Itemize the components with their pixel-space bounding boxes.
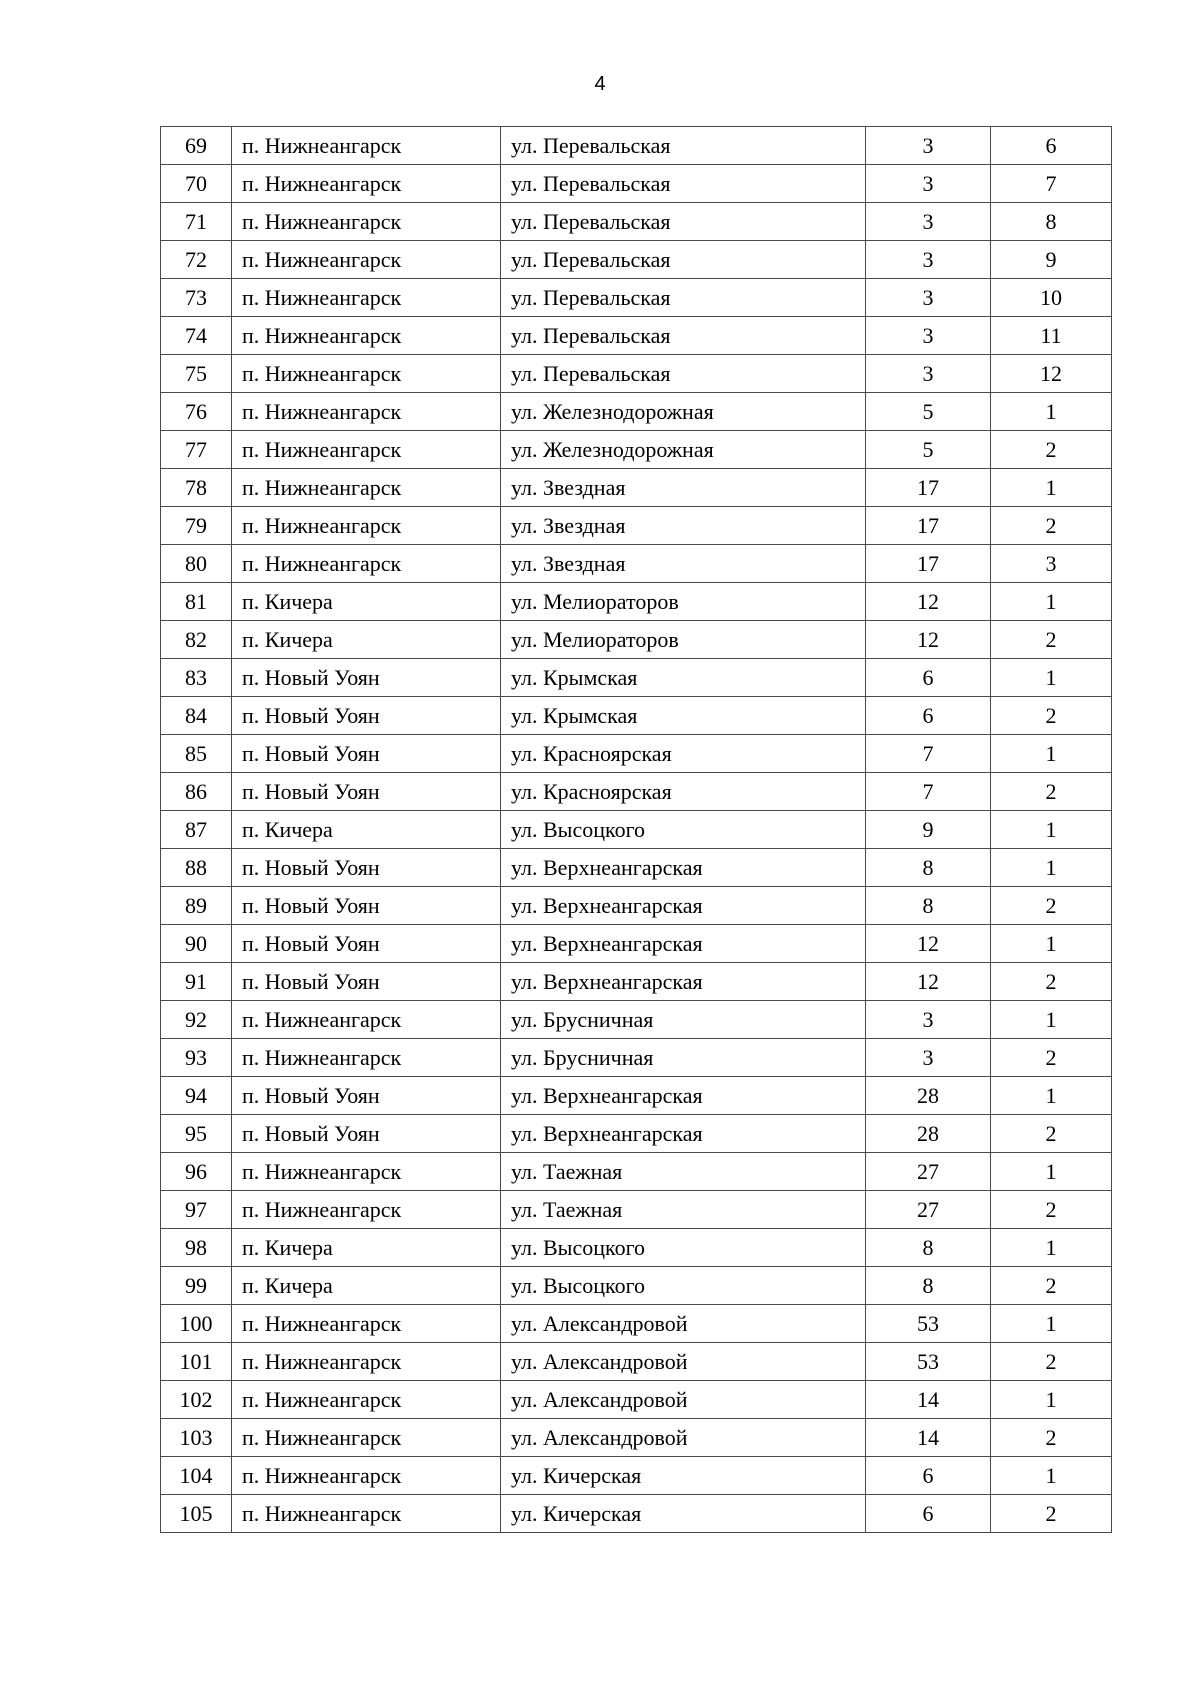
table-row (161, 165, 1112, 203)
settlement-cell: п. Новый Уоян (232, 697, 501, 735)
settlement-cell: п. Нижнеангарск (232, 1001, 501, 1039)
apartment-number-cell: 11 (991, 317, 1112, 355)
street-cell: ул. Александровой (501, 1381, 866, 1419)
apartment-number-cell: 2 (991, 1267, 1112, 1305)
house-number-cell: 8 (866, 849, 991, 887)
settlement-cell: п. Новый Уоян (232, 925, 501, 963)
apartment-number-cell: 1 (991, 1381, 1112, 1419)
settlement-cell: п. Нижнеангарск (232, 469, 501, 507)
street-cell: ул. Таежная (501, 1153, 866, 1191)
apartment-number-cell: 2 (991, 1343, 1112, 1381)
street-cell: ул. Перевальская (501, 279, 866, 317)
table-row (161, 431, 1112, 469)
street-cell: ул. Мелиораторов (501, 621, 866, 659)
street-cell: ул. Верхнеангарская (501, 1077, 866, 1115)
apartment-number-cell: 2 (991, 1419, 1112, 1457)
table-row (161, 1419, 1112, 1457)
house-number-cell: 8 (866, 887, 991, 925)
row-number-cell: 95 (161, 1115, 232, 1153)
row-number-cell: 78 (161, 469, 232, 507)
street-cell: ул. Звездная (501, 507, 866, 545)
apartment-number-cell: 2 (991, 431, 1112, 469)
apartment-number-cell: 10 (991, 279, 1112, 317)
settlement-cell: п. Нижнеангарск (232, 1191, 501, 1229)
row-number-cell: 101 (161, 1343, 232, 1381)
table-row (161, 1001, 1112, 1039)
row-number-cell: 69 (161, 127, 232, 165)
house-number-cell: 14 (866, 1419, 991, 1457)
apartment-number-cell: 1 (991, 1001, 1112, 1039)
table-row (161, 507, 1112, 545)
house-number-cell: 6 (866, 697, 991, 735)
house-number-cell: 3 (866, 241, 991, 279)
house-number-cell: 5 (866, 431, 991, 469)
apartment-number-cell: 2 (991, 1039, 1112, 1077)
street-cell: ул. Александровой (501, 1343, 866, 1381)
apartment-number-cell: 1 (991, 1229, 1112, 1267)
row-number-cell: 71 (161, 203, 232, 241)
apartment-number-cell: 1 (991, 735, 1112, 773)
row-number-cell: 80 (161, 545, 232, 583)
house-number-cell: 12 (866, 925, 991, 963)
house-number-cell: 7 (866, 735, 991, 773)
street-cell: ул. Александровой (501, 1419, 866, 1457)
apartment-number-cell: 1 (991, 811, 1112, 849)
row-number-cell: 97 (161, 1191, 232, 1229)
row-number-cell: 92 (161, 1001, 232, 1039)
street-cell: ул. Верхнеангарская (501, 925, 866, 963)
house-number-cell: 3 (866, 1039, 991, 1077)
street-cell: ул. Кичерская (501, 1495, 866, 1533)
row-number-cell: 96 (161, 1153, 232, 1191)
apartment-number-cell: 1 (991, 583, 1112, 621)
settlement-cell: п. Новый Уоян (232, 963, 501, 1001)
apartment-number-cell: 1 (991, 1305, 1112, 1343)
street-cell: ул. Высоцкого (501, 1267, 866, 1305)
house-number-cell: 7 (866, 773, 991, 811)
row-number-cell: 99 (161, 1267, 232, 1305)
apartment-number-cell: 12 (991, 355, 1112, 393)
apartment-number-cell: 6 (991, 127, 1112, 165)
apartment-number-cell: 2 (991, 773, 1112, 811)
street-cell: ул. Перевальская (501, 165, 866, 203)
table-row (161, 1267, 1112, 1305)
street-cell: ул. Перевальская (501, 241, 866, 279)
street-cell: ул. Красноярская (501, 773, 866, 811)
table-row (161, 545, 1112, 583)
table-row (161, 1457, 1112, 1495)
table-row (161, 887, 1112, 925)
settlement-cell: п. Нижнеангарск (232, 127, 501, 165)
table-row (161, 393, 1112, 431)
row-number-cell: 98 (161, 1229, 232, 1267)
settlement-cell: п. Кичера (232, 811, 501, 849)
row-number-cell: 90 (161, 925, 232, 963)
apartment-number-cell: 2 (991, 697, 1112, 735)
settlement-cell: п. Нижнеангарск (232, 1305, 501, 1343)
apartment-number-cell: 1 (991, 393, 1112, 431)
house-number-cell: 3 (866, 203, 991, 241)
settlement-cell: п. Нижнеангарск (232, 393, 501, 431)
apartment-number-cell: 8 (991, 203, 1112, 241)
street-cell: ул. Верхнеангарская (501, 1115, 866, 1153)
house-number-cell: 53 (866, 1305, 991, 1343)
table-row (161, 773, 1112, 811)
apartment-number-cell: 1 (991, 659, 1112, 697)
settlement-cell: п. Новый Уоян (232, 1077, 501, 1115)
row-number-cell: 88 (161, 849, 232, 887)
row-number-cell: 75 (161, 355, 232, 393)
street-cell: ул. Верхнеангарская (501, 963, 866, 1001)
settlement-cell: п. Кичера (232, 583, 501, 621)
settlement-cell: п. Нижнеангарск (232, 165, 501, 203)
house-number-cell: 28 (866, 1115, 991, 1153)
street-cell: ул. Кичерская (501, 1457, 866, 1495)
table-row (161, 849, 1112, 887)
row-number-cell: 104 (161, 1457, 232, 1495)
apartment-number-cell: 2 (991, 1191, 1112, 1229)
row-number-cell: 70 (161, 165, 232, 203)
house-number-cell: 3 (866, 1001, 991, 1039)
street-cell: ул. Крымская (501, 659, 866, 697)
house-number-cell: 8 (866, 1229, 991, 1267)
table-row (161, 697, 1112, 735)
apartment-number-cell: 7 (991, 165, 1112, 203)
settlement-cell: п. Новый Уоян (232, 735, 501, 773)
apartment-number-cell: 1 (991, 925, 1112, 963)
row-number-cell: 83 (161, 659, 232, 697)
settlement-cell: п. Нижнеангарск (232, 317, 501, 355)
house-number-cell: 9 (866, 811, 991, 849)
street-cell: ул. Перевальская (501, 355, 866, 393)
house-number-cell: 12 (866, 583, 991, 621)
table-row (161, 1495, 1112, 1533)
street-cell: ул. Брусничная (501, 1039, 866, 1077)
apartment-number-cell: 2 (991, 1115, 1112, 1153)
row-number-cell: 79 (161, 507, 232, 545)
house-number-cell: 12 (866, 621, 991, 659)
street-cell: ул. Высоцкого (501, 811, 866, 849)
settlement-cell: п. Нижнеангарск (232, 431, 501, 469)
table-row (161, 1229, 1112, 1267)
row-number-cell: 94 (161, 1077, 232, 1115)
settlement-cell: п. Новый Уоян (232, 849, 501, 887)
street-cell: ул. Перевальская (501, 317, 866, 355)
row-number-cell: 87 (161, 811, 232, 849)
row-number-cell: 93 (161, 1039, 232, 1077)
street-cell: ул. Верхнеангарская (501, 849, 866, 887)
street-cell: ул. Железнодорожная (501, 431, 866, 469)
address-table (160, 126, 1112, 1533)
house-number-cell: 3 (866, 355, 991, 393)
table-row (161, 241, 1112, 279)
settlement-cell: п. Нижнеангарск (232, 1039, 501, 1077)
settlement-cell: п. Нижнеангарск (232, 279, 501, 317)
table-row (161, 317, 1112, 355)
apartment-number-cell: 1 (991, 1457, 1112, 1495)
table-row (161, 925, 1112, 963)
settlement-cell: п. Нижнеангарск (232, 545, 501, 583)
house-number-cell: 17 (866, 545, 991, 583)
house-number-cell: 27 (866, 1191, 991, 1229)
house-number-cell: 6 (866, 1457, 991, 1495)
settlement-cell: п. Нижнеангарск (232, 1457, 501, 1495)
table-row (161, 1343, 1112, 1381)
street-cell: ул. Звездная (501, 545, 866, 583)
table-row (161, 355, 1112, 393)
settlement-cell: п. Нижнеангарск (232, 1381, 501, 1419)
street-cell: ул. Александровой (501, 1305, 866, 1343)
table-row (161, 963, 1112, 1001)
street-cell: ул. Таежная (501, 1191, 866, 1229)
settlement-cell: п. Нижнеангарск (232, 1153, 501, 1191)
street-cell: ул. Перевальская (501, 203, 866, 241)
row-number-cell: 76 (161, 393, 232, 431)
row-number-cell: 86 (161, 773, 232, 811)
row-number-cell: 102 (161, 1381, 232, 1419)
street-cell: ул. Верхнеангарская (501, 887, 866, 925)
apartment-number-cell: 2 (991, 507, 1112, 545)
settlement-cell: п. Кичера (232, 621, 501, 659)
apartment-number-cell: 9 (991, 241, 1112, 279)
apartment-number-cell: 2 (991, 963, 1112, 1001)
house-number-cell: 6 (866, 659, 991, 697)
house-number-cell: 3 (866, 165, 991, 203)
house-number-cell: 3 (866, 317, 991, 355)
row-number-cell: 72 (161, 241, 232, 279)
table-row (161, 659, 1112, 697)
settlement-cell: п. Новый Уоян (232, 887, 501, 925)
row-number-cell: 91 (161, 963, 232, 1001)
row-number-cell: 84 (161, 697, 232, 735)
house-number-cell: 3 (866, 127, 991, 165)
house-number-cell: 17 (866, 469, 991, 507)
table-row (161, 1305, 1112, 1343)
row-number-cell: 81 (161, 583, 232, 621)
settlement-cell: п. Кичера (232, 1267, 501, 1305)
settlement-cell: п. Нижнеангарск (232, 1495, 501, 1533)
row-number-cell: 77 (161, 431, 232, 469)
address-table-body (161, 127, 1112, 1533)
street-cell: ул. Красноярская (501, 735, 866, 773)
table-row (161, 621, 1112, 659)
street-cell: ул. Железнодорожная (501, 393, 866, 431)
row-number-cell: 89 (161, 887, 232, 925)
table-row (161, 735, 1112, 773)
table-row (161, 279, 1112, 317)
table-row (161, 1153, 1112, 1191)
street-cell: ул. Звездная (501, 469, 866, 507)
street-cell: ул. Высоцкого (501, 1229, 866, 1267)
house-number-cell: 8 (866, 1267, 991, 1305)
row-number-cell: 105 (161, 1495, 232, 1533)
table-row (161, 1077, 1112, 1115)
settlement-cell: п. Нижнеангарск (232, 203, 501, 241)
street-cell: ул. Крымская (501, 697, 866, 735)
street-cell: ул. Перевальская (501, 127, 866, 165)
table-row (161, 1191, 1112, 1229)
page-number: 4 (594, 73, 606, 95)
table-row (161, 811, 1112, 849)
row-number-cell: 73 (161, 279, 232, 317)
settlement-cell: п. Новый Уоян (232, 1115, 501, 1153)
row-number-cell: 74 (161, 317, 232, 355)
settlement-cell: п. Нижнеангарск (232, 241, 501, 279)
house-number-cell: 28 (866, 1077, 991, 1115)
house-number-cell: 5 (866, 393, 991, 431)
apartment-number-cell: 1 (991, 1077, 1112, 1115)
house-number-cell: 27 (866, 1153, 991, 1191)
table-row (161, 1115, 1112, 1153)
table-row (161, 203, 1112, 241)
row-number-cell: 103 (161, 1419, 232, 1457)
house-number-cell: 17 (866, 507, 991, 545)
house-number-cell: 3 (866, 279, 991, 317)
house-number-cell: 53 (866, 1343, 991, 1381)
table-row (161, 1039, 1112, 1077)
table-row (161, 1381, 1112, 1419)
table-row (161, 127, 1112, 165)
table-row (161, 469, 1112, 507)
house-number-cell: 6 (866, 1495, 991, 1533)
apartment-number-cell: 1 (991, 469, 1112, 507)
apartment-number-cell: 1 (991, 1153, 1112, 1191)
settlement-cell: п. Нижнеангарск (232, 1419, 501, 1457)
apartment-number-cell: 2 (991, 621, 1112, 659)
settlement-cell: п. Новый Уоян (232, 659, 501, 697)
settlement-cell: п. Нижнеангарск (232, 507, 501, 545)
row-number-cell: 82 (161, 621, 232, 659)
settlement-cell: п. Кичера (232, 1229, 501, 1267)
row-number-cell: 85 (161, 735, 232, 773)
street-cell: ул. Мелиораторов (501, 583, 866, 621)
table-row (161, 583, 1112, 621)
settlement-cell: п. Нижнеангарск (232, 355, 501, 393)
apartment-number-cell: 2 (991, 887, 1112, 925)
street-cell: ул. Брусничная (501, 1001, 866, 1039)
settlement-cell: п. Нижнеангарск (232, 1343, 501, 1381)
apartment-number-cell: 3 (991, 545, 1112, 583)
row-number-cell: 100 (161, 1305, 232, 1343)
house-number-cell: 14 (866, 1381, 991, 1419)
house-number-cell: 12 (866, 963, 991, 1001)
apartment-number-cell: 2 (991, 1495, 1112, 1533)
settlement-cell: п. Новый Уоян (232, 773, 501, 811)
apartment-number-cell: 1 (991, 849, 1112, 887)
